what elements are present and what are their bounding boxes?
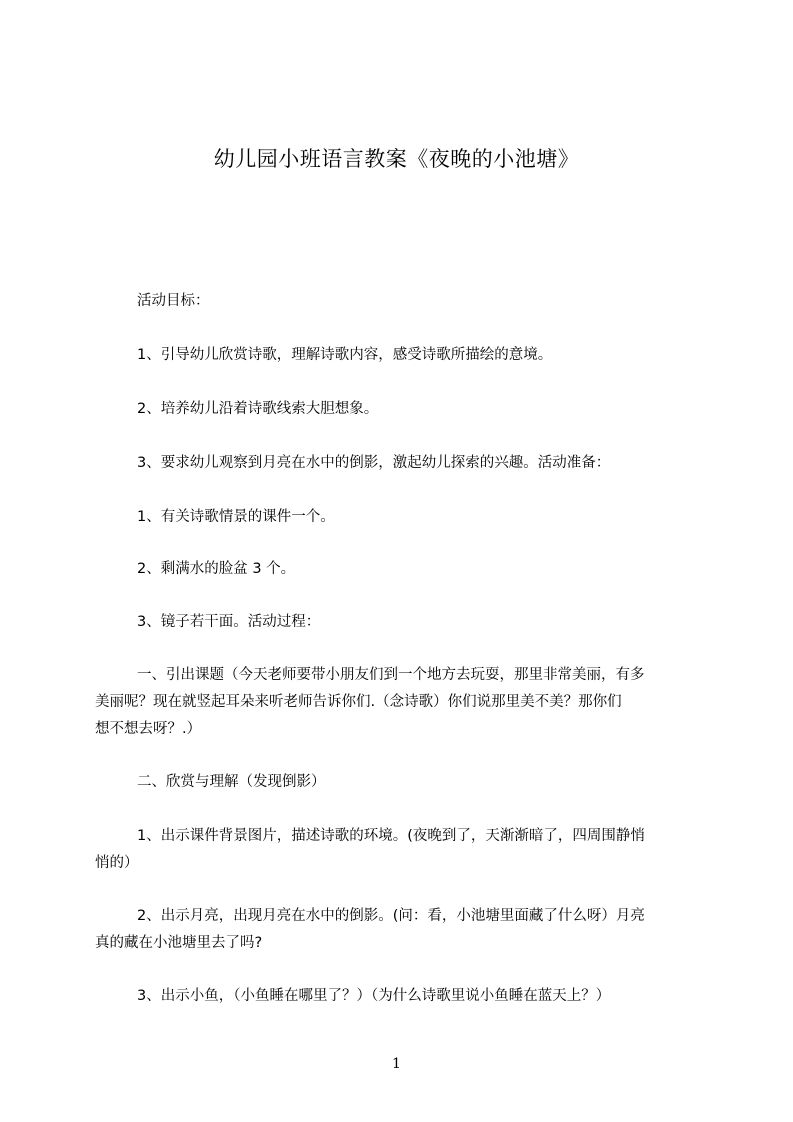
appreciation-item-3: 3、出示小鱼，（小鱼睡在哪里了？）（为什么诗歌里说小鱼睡在蓝天上？） <box>137 988 611 1004</box>
page-number: 1 <box>392 1056 401 1072</box>
document-title: 幼儿园小班语言教案《夜晚的小池塘》 <box>213 147 580 171</box>
process-step-1-line-1: 一、引出课题（今天老师要带小朋友们到一个地方去玩耍，那里非常美丽，有多 <box>137 667 645 683</box>
process-step-1-line-2: 美丽呢？现在就竖起耳朵来听老师告诉你们.（念诗歌）你们说那里美不美？那你们 <box>95 694 622 710</box>
goal-item-1: 1、引导幼儿欣赏诗歌，理解诗歌内容，感受诗歌所描绘的意境。 <box>137 347 553 363</box>
prep-item-3: 3、镜子若干面。活动过程： <box>137 614 321 630</box>
goal-item-2: 2、培养幼儿沿着诗歌线索大胆想象。 <box>137 401 379 417</box>
appreciation-item-1-line-2: 悄的） <box>95 855 139 871</box>
section-heading-goals: 活动目标： <box>137 293 210 309</box>
prep-item-1: 1、有关诗歌情景的课件一个。 <box>137 509 335 525</box>
goal-item-3: 3、要求幼儿观察到月亮在水中的倒影，激起幼儿探索的兴趣。活动准备： <box>137 455 611 471</box>
appreciation-item-2-line-2: 真的藏在小池塘里去了吗? <box>95 935 263 951</box>
appreciation-item-2-line-1: 2、出示月亮，出现月亮在水中的倒影。(问：看，小池塘里面藏了什么呀）月亮 <box>137 908 645 924</box>
prep-item-2: 2、剩满水的脸盆 3 个。 <box>137 561 296 577</box>
appreciation-item-1-line-1: 1、出示课件背景图片，描述诗歌的环境。(夜晚到了，天渐渐暗了，四周围静悄 <box>137 828 645 844</box>
process-step-1-line-3: 想不想去呀？.） <box>95 721 202 737</box>
section-heading-appreciation: 二、欣赏与理解（发现倒影） <box>137 774 326 790</box>
